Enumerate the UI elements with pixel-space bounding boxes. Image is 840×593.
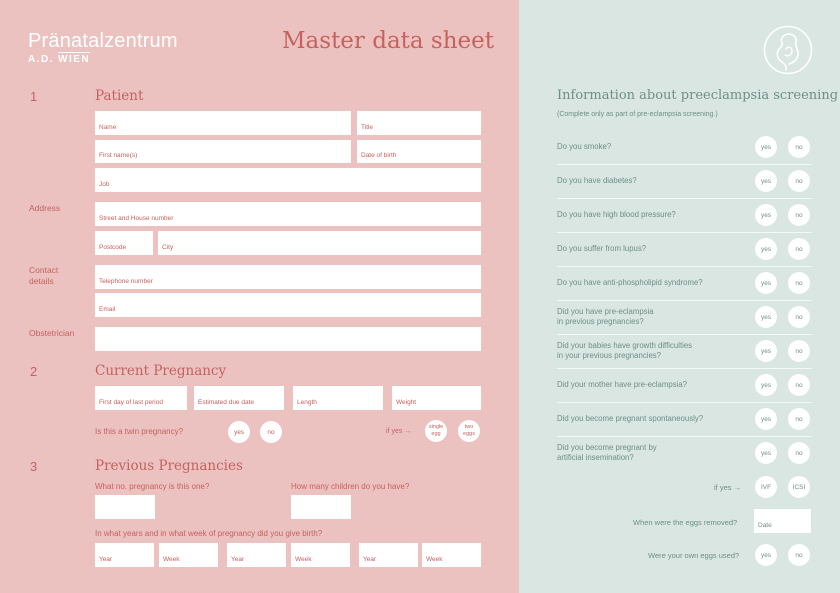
dob-field[interactable] <box>357 140 481 163</box>
question-1-yes-option[interactable]: yes <box>755 136 777 158</box>
section-2-title: Current Pregnancy <box>95 363 227 379</box>
year-field-2[interactable] <box>227 543 286 567</box>
name-field[interactable] <box>95 111 351 135</box>
eggs-removed-date-label: Date <box>758 522 772 529</box>
pregnancy-number-question: What no. pregnancy is this one? <box>95 482 210 491</box>
email-field[interactable] <box>95 293 481 317</box>
obstetrician-field[interactable] <box>95 327 481 351</box>
question-4-yes-option[interactable]: yes <box>755 238 777 260</box>
two-eggs-option[interactable]: two eggs <box>458 420 480 442</box>
year-label-1: Year <box>99 556 113 563</box>
preeclampsia-question-5: Do you have anti-phospholipid syndrome? <box>557 278 703 287</box>
question-7-yes-option[interactable]: yes <box>755 340 777 362</box>
question-9-yes-option[interactable]: yes <box>755 408 777 430</box>
question-5-yes-option[interactable]: yes <box>755 272 777 294</box>
week-label-1: Week <box>163 556 180 563</box>
section-1-number: 1 <box>30 89 38 104</box>
question-9-no-option[interactable]: no <box>788 408 810 430</box>
preeclampsia-question-3: Do you have high blood pressure? <box>557 210 676 219</box>
section-1-title: Patient <box>95 88 144 104</box>
question-10-no-option[interactable]: no <box>788 442 810 464</box>
job-field[interactable] <box>95 168 481 192</box>
twin-question: Is this a twin pregnancy? <box>95 427 184 436</box>
due-date-field[interactable] <box>194 386 284 410</box>
brand-sub <box>28 54 90 65</box>
city-field[interactable] <box>158 231 481 255</box>
preeclampsia-question-2: Do you have diabetes? <box>557 176 637 185</box>
preeclampsia-question-4: Do you suffer from lupus? <box>557 244 647 253</box>
phone-label: Telephone number <box>99 278 153 285</box>
length-label: Length <box>297 399 317 406</box>
postcode-label: Postcode <box>99 244 127 251</box>
postcode-field[interactable] <box>95 231 153 255</box>
preeclampsia-question-1: Do you smoke? <box>557 142 612 151</box>
question-1-no-option[interactable]: no <box>788 136 810 158</box>
question-divider <box>557 436 812 437</box>
preeclampsia-note: (Complete only as part of pre-eclampsia screening.) <box>557 111 718 118</box>
section-3-title: Previous Pregnancies <box>95 458 243 474</box>
question-divider <box>557 232 812 233</box>
icsi-option[interactable]: ICSI <box>788 476 810 498</box>
weight-label: Weight <box>396 399 417 406</box>
insemination-if-yes: if yes → <box>714 483 742 492</box>
brand-sub-a: A.D. <box>28 54 54 65</box>
preeclampsia-question-7: Did your babies have growth difficulties in your previous pregnancies? <box>557 341 693 360</box>
week-field-1[interactable] <box>159 543 218 567</box>
question-divider <box>557 300 812 301</box>
dob-label: Date of birth <box>361 152 397 159</box>
street-field[interactable] <box>95 202 481 226</box>
question-6-no-option[interactable]: no <box>788 306 810 328</box>
year-label-2: Year <box>231 556 245 563</box>
eggs-removed-question: When were the eggs removed? <box>633 518 738 527</box>
question-divider <box>557 266 812 267</box>
question-8-yes-option[interactable]: yes <box>755 374 777 396</box>
page-title: Master data sheet <box>282 28 495 54</box>
twin-yes-option[interactable]: yes <box>228 421 250 443</box>
title-label: Title <box>361 124 374 131</box>
week-label-2: Week <box>295 556 312 563</box>
job-label: Job <box>99 181 110 188</box>
address-label: Address <box>29 203 61 213</box>
year-field-3[interactable] <box>359 543 418 567</box>
single-egg-option[interactable]: single egg <box>425 420 447 442</box>
street-label: Street and House number <box>99 215 174 222</box>
twin-if-yes: if yes → <box>386 428 412 435</box>
section-3-number: 3 <box>30 459 38 474</box>
ivf-option[interactable]: IVF <box>755 476 777 498</box>
phone-field[interactable] <box>95 265 481 289</box>
question-divider <box>557 368 812 369</box>
first-names-field[interactable] <box>95 140 351 163</box>
week-field-2[interactable] <box>291 543 350 567</box>
pregnancy-logo-icon <box>763 25 813 75</box>
question-4-no-option[interactable]: no <box>788 238 810 260</box>
pregnancy-number-field[interactable] <box>95 495 155 519</box>
section-2-number: 2 <box>30 364 38 379</box>
own-eggs-question: Were your own eggs used? <box>648 551 740 560</box>
question-2-no-option[interactable]: no <box>788 170 810 192</box>
preeclampsia-title: Information about preeclampsia screening <box>557 88 839 103</box>
birth-years-question: In what years and in what week of pregnancy did you give birth? <box>95 529 323 538</box>
week-label-3: Week <box>426 556 443 563</box>
last-period-field[interactable] <box>95 386 187 410</box>
weight-field[interactable] <box>392 386 481 410</box>
brand-name: Pränatalzentrum <box>28 30 178 52</box>
question-10-yes-option[interactable]: yes <box>755 442 777 464</box>
obstetrician-label: Obstetrician <box>29 328 75 338</box>
question-3-yes-option[interactable]: yes <box>755 204 777 226</box>
preeclampsia-question-9: Did you become pregnant spontaneously? <box>557 414 704 423</box>
question-6-yes-option[interactable]: yes <box>755 306 777 328</box>
question-5-no-option[interactable]: no <box>788 272 810 294</box>
question-divider <box>557 164 812 165</box>
year-field-1[interactable] <box>95 543 154 567</box>
due-date-label: Estimated due date <box>198 399 255 406</box>
question-divider <box>557 334 812 335</box>
question-2-yes-option[interactable]: yes <box>755 170 777 192</box>
preeclampsia-question-8: Did your mother have pre-eclampsia? <box>557 380 688 389</box>
brand-sub-b: WIEN <box>58 54 91 65</box>
question-divider <box>557 402 812 403</box>
question-7-no-option[interactable]: no <box>788 340 810 362</box>
year-label-3: Year <box>363 556 377 563</box>
own-eggs-no-option[interactable]: no <box>788 544 810 566</box>
first-names-label: First name(s) <box>99 152 138 159</box>
title-field[interactable] <box>357 111 481 135</box>
contact-label: Contact details <box>29 265 59 286</box>
children-field[interactable] <box>291 495 351 519</box>
city-label: City <box>162 244 174 251</box>
own-eggs-yes-option[interactable]: yes <box>755 544 777 566</box>
question-3-no-option[interactable]: no <box>788 204 810 226</box>
last-period-label: First day of last period <box>99 399 163 406</box>
question-divider <box>557 198 812 199</box>
preeclampsia-question-6: Did you have pre-eclampsia in previous pregnancies? <box>557 307 654 326</box>
week-field-3[interactable] <box>422 543 481 567</box>
twin-no-option[interactable]: no <box>260 421 282 443</box>
eggs-removed-date-field[interactable] <box>754 509 811 533</box>
question-8-no-option[interactable]: no <box>788 374 810 396</box>
children-question: How many children do you have? <box>291 482 410 491</box>
length-field[interactable] <box>293 386 383 410</box>
email-label: Email <box>99 306 116 313</box>
preeclampsia-question-10: Did you become pregnant by artificial insemination? <box>557 443 657 462</box>
name-label: Name <box>99 124 117 131</box>
